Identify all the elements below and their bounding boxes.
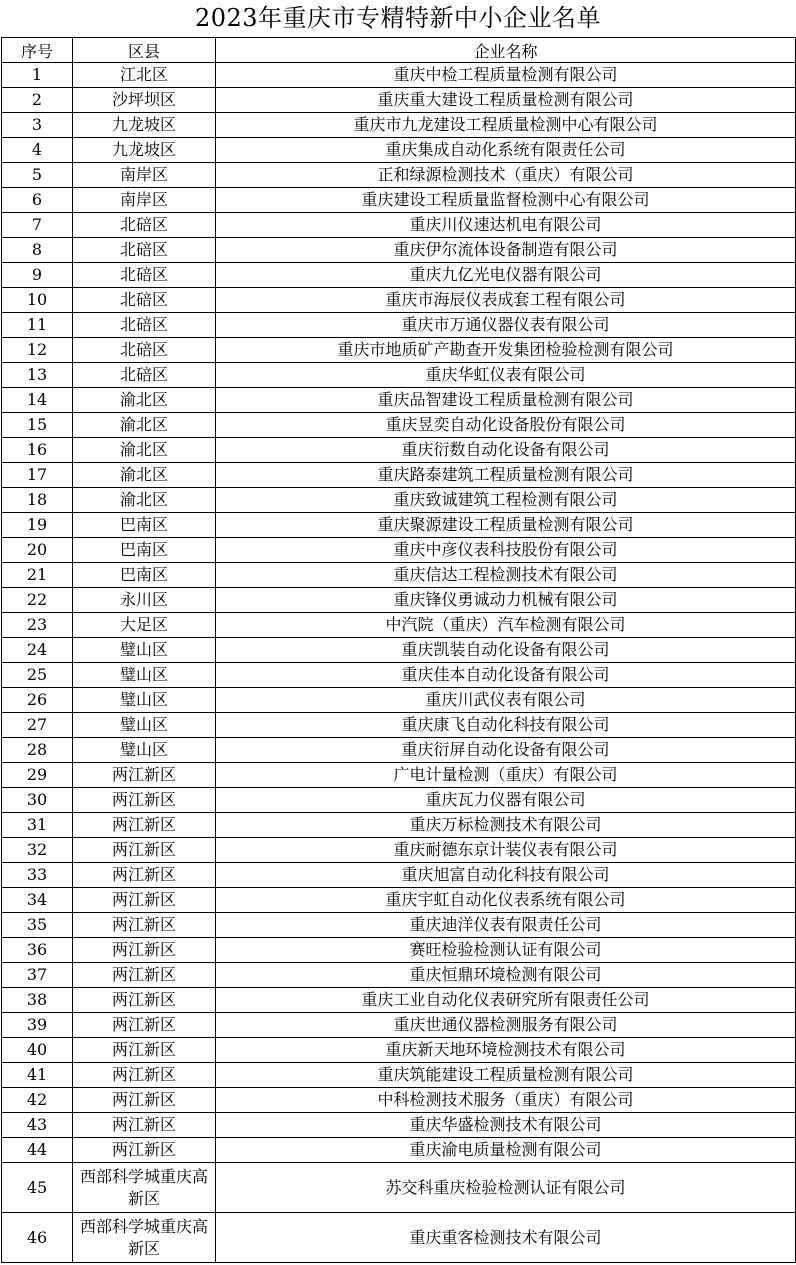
cell-index: 8 [2,238,73,263]
cell-company: 广电计量检测（重庆）有限公司 [216,763,796,788]
cell-district: 两江新区 [73,1038,216,1063]
cell-index: 19 [2,513,73,538]
table-row [2,163,796,188]
table-row [2,538,796,563]
cell-district: 两江新区 [73,863,216,888]
cell-company: 重庆市地质矿产勘查开发集团检验检测有限公司 [216,338,796,363]
cell-company: 重庆中检工程质量检测有限公司 [216,63,796,88]
cell-district: 西部科学城重庆高新区 [73,1213,216,1263]
cell-company: 重庆瓦力仪器有限公司 [216,788,796,813]
cell-company: 重庆新天地环境检测技术有限公司 [216,1038,796,1063]
table-row [2,388,796,413]
table-row [2,913,796,938]
cell-company: 赛旺检验检测认证有限公司 [216,938,796,963]
cell-district: 渝北区 [73,388,216,413]
cell-district: 北碚区 [73,263,216,288]
table-header-row [2,38,796,63]
cell-district: 北碚区 [73,288,216,313]
cell-index: 41 [2,1063,73,1088]
cell-district: 渝北区 [73,488,216,513]
cell-district: 两江新区 [73,1113,216,1138]
cell-company: 重庆市海辰仪表成套工程有限公司 [216,288,796,313]
cell-district: 两江新区 [73,1088,216,1113]
cell-index: 1 [2,63,73,88]
table-row [2,488,796,513]
table-row [2,813,796,838]
cell-company: 重庆市九龙建设工程质量检测中心有限公司 [216,113,796,138]
table-row [2,188,796,213]
cell-company: 重庆衍数自动化设备有限公司 [216,438,796,463]
cell-district: 两江新区 [73,1063,216,1088]
cell-index: 13 [2,363,73,388]
cell-company: 重庆路泰建筑工程质量检测有限公司 [216,463,796,488]
cell-district: 永川区 [73,588,216,613]
cell-company: 重庆聚源建设工程质量检测有限公司 [216,513,796,538]
cell-index: 18 [2,488,73,513]
table-row [2,363,796,388]
page-title: 2023年重庆市专精特新中小企业名单 [194,4,602,32]
cell-index: 26 [2,688,73,713]
table-row [2,713,796,738]
cell-index: 46 [2,1213,73,1263]
cell-company: 苏交科重庆检验检测认证有限公司 [216,1163,796,1213]
cell-index: 34 [2,888,73,913]
table-row [2,413,796,438]
cell-district: 璧山区 [73,688,216,713]
table-row [2,1138,796,1163]
table-row [2,238,796,263]
table-row [2,88,796,113]
cell-company: 重庆华盛检测技术有限公司 [216,1113,796,1138]
cell-company: 重庆恒鼎环境检测有限公司 [216,963,796,988]
cell-index: 20 [2,538,73,563]
cell-company: 重庆市万通仪器仪表有限公司 [216,313,796,338]
table-row [2,1013,796,1038]
table-row [2,838,796,863]
cell-district: 北碚区 [73,338,216,363]
cell-index: 36 [2,938,73,963]
cell-district: 北碚区 [73,238,216,263]
cell-index: 5 [2,163,73,188]
cell-company: 重庆工业自动化仪表研究所有限责任公司 [216,988,796,1013]
cell-district: 璧山区 [73,713,216,738]
cell-district: 两江新区 [73,788,216,813]
table-row [2,113,796,138]
cell-company: 重庆万标检测技术有限公司 [216,813,796,838]
cell-district: 西部科学城重庆高新区 [73,1163,216,1213]
cell-district: 璧山区 [73,738,216,763]
cell-index: 38 [2,988,73,1013]
cell-index: 2 [2,88,73,113]
table-row [2,1088,796,1113]
cell-index: 4 [2,138,73,163]
cell-index: 35 [2,913,73,938]
cell-company: 重庆信达工程检测技术有限公司 [216,563,796,588]
table-row [2,688,796,713]
cell-index: 27 [2,713,73,738]
cell-company: 重庆凯装自动化设备有限公司 [216,638,796,663]
cell-district: 北碚区 [73,363,216,388]
cell-district: 巴南区 [73,538,216,563]
cell-district: 两江新区 [73,1138,216,1163]
table-row [2,138,796,163]
table-row [2,938,796,963]
table-row [2,613,796,638]
cell-index: 33 [2,863,73,888]
cell-index: 30 [2,788,73,813]
cell-company: 重庆川武仪表有限公司 [216,688,796,713]
cell-company: 重庆迪洋仪表有限责任公司 [216,913,796,938]
cell-district: 渝北区 [73,413,216,438]
cell-index: 10 [2,288,73,313]
cell-index: 6 [2,188,73,213]
enterprise-table [1,37,796,1263]
cell-district: 南岸区 [73,188,216,213]
cell-company: 重庆建设工程质量监督检测中心有限公司 [216,188,796,213]
cell-index: 39 [2,1013,73,1038]
cell-district: 两江新区 [73,963,216,988]
cell-district: 两江新区 [73,988,216,1013]
cell-company: 重庆华虹仪表有限公司 [216,363,796,388]
cell-company: 重庆品智建设工程质量检测有限公司 [216,388,796,413]
cell-district: 两江新区 [73,938,216,963]
table-row [2,1038,796,1063]
table-row [2,313,796,338]
cell-district: 两江新区 [73,913,216,938]
table-row [2,963,796,988]
cell-district: 两江新区 [73,763,216,788]
cell-company: 重庆锋仪勇诚动力机械有限公司 [216,588,796,613]
cell-company: 重庆昱奕自动化设备股份有限公司 [216,413,796,438]
table-row [2,63,796,88]
cell-district: 两江新区 [73,888,216,913]
cell-company: 重庆重大建设工程质量检测有限公司 [216,88,796,113]
cell-district: 南岸区 [73,163,216,188]
cell-index: 12 [2,338,73,363]
cell-company: 重庆川仪速达机电有限公司 [216,213,796,238]
cell-district: 巴南区 [73,513,216,538]
cell-company: 重庆重客检测技术有限公司 [216,1213,796,1263]
cell-company: 重庆致诚建筑工程检测有限公司 [216,488,796,513]
cell-company: 重庆佳本自动化设备有限公司 [216,663,796,688]
cell-district: 九龙坡区 [73,138,216,163]
cell-district: 北碚区 [73,213,216,238]
table-row [2,563,796,588]
table-row [2,288,796,313]
cell-company: 中汽院（重庆）汽车检测有限公司 [216,613,796,638]
cell-index: 24 [2,638,73,663]
cell-company: 重庆伊尔流体设备制造有限公司 [216,238,796,263]
cell-index: 3 [2,113,73,138]
cell-district: 大足区 [73,613,216,638]
cell-company: 重庆宇虹自动化仪表系统有限公司 [216,888,796,913]
cell-district: 璧山区 [73,638,216,663]
cell-company: 重庆耐德东京计装仪表有限公司 [216,838,796,863]
cell-index: 9 [2,263,73,288]
cell-company: 重庆衍屏自动化设备有限公司 [216,738,796,763]
cell-company: 重庆筑能建设工程质量检测有限公司 [216,1063,796,1088]
table-row [2,1163,796,1213]
header-index: 序号 [2,38,73,63]
cell-index: 7 [2,213,73,238]
cell-district: 巴南区 [73,563,216,588]
table-row [2,463,796,488]
header-district: 区县 [73,38,216,63]
header-company: 企业名称 [216,38,796,63]
cell-index: 29 [2,763,73,788]
table-row [2,988,796,1013]
table-row [2,663,796,688]
cell-index: 15 [2,413,73,438]
cell-company: 正和绿源检测技术（重庆）有限公司 [216,163,796,188]
cell-district: 沙坪坝区 [73,88,216,113]
table-row [2,738,796,763]
cell-index: 31 [2,813,73,838]
table-row [2,1213,796,1263]
table-row [2,1113,796,1138]
cell-index: 32 [2,838,73,863]
cell-index: 23 [2,613,73,638]
table-row [2,263,796,288]
cell-company: 重庆集成自动化系统有限责任公司 [216,138,796,163]
cell-district: 渝北区 [73,463,216,488]
table-row [2,888,796,913]
cell-company: 重庆世通仪器检测服务有限公司 [216,1013,796,1038]
cell-company: 中科检测技术服务（重庆）有限公司 [216,1088,796,1113]
cell-index: 21 [2,563,73,588]
table-row [2,338,796,363]
cell-district: 江北区 [73,63,216,88]
cell-district: 璧山区 [73,663,216,688]
cell-company: 重庆九亿光电仪器有限公司 [216,263,796,288]
cell-index: 14 [2,388,73,413]
table-row [2,788,796,813]
cell-index: 11 [2,313,73,338]
cell-index: 37 [2,963,73,988]
cell-company: 重庆中彦仪表科技股份有限公司 [216,538,796,563]
table-row [2,588,796,613]
cell-index: 43 [2,1113,73,1138]
table-row [2,863,796,888]
cell-district: 两江新区 [73,838,216,863]
cell-index: 22 [2,588,73,613]
cell-district: 九龙坡区 [73,113,216,138]
cell-company: 重庆渝电质量检测有限公司 [216,1138,796,1163]
cell-district: 两江新区 [73,1013,216,1038]
cell-district: 两江新区 [73,813,216,838]
cell-index: 42 [2,1088,73,1113]
cell-index: 40 [2,1038,73,1063]
table-row [2,513,796,538]
table-row [2,1063,796,1088]
cell-index: 28 [2,738,73,763]
cell-index: 44 [2,1138,73,1163]
cell-company: 重庆旭富自动化科技有限公司 [216,863,796,888]
table-row [2,763,796,788]
cell-company: 重庆康飞自动化科技有限公司 [216,713,796,738]
cell-district: 渝北区 [73,438,216,463]
cell-index: 16 [2,438,73,463]
cell-index: 25 [2,663,73,688]
table-row [2,213,796,238]
table-row [2,438,796,463]
table-row [2,638,796,663]
cell-index: 17 [2,463,73,488]
cell-index: 45 [2,1163,73,1213]
cell-district: 北碚区 [73,313,216,338]
